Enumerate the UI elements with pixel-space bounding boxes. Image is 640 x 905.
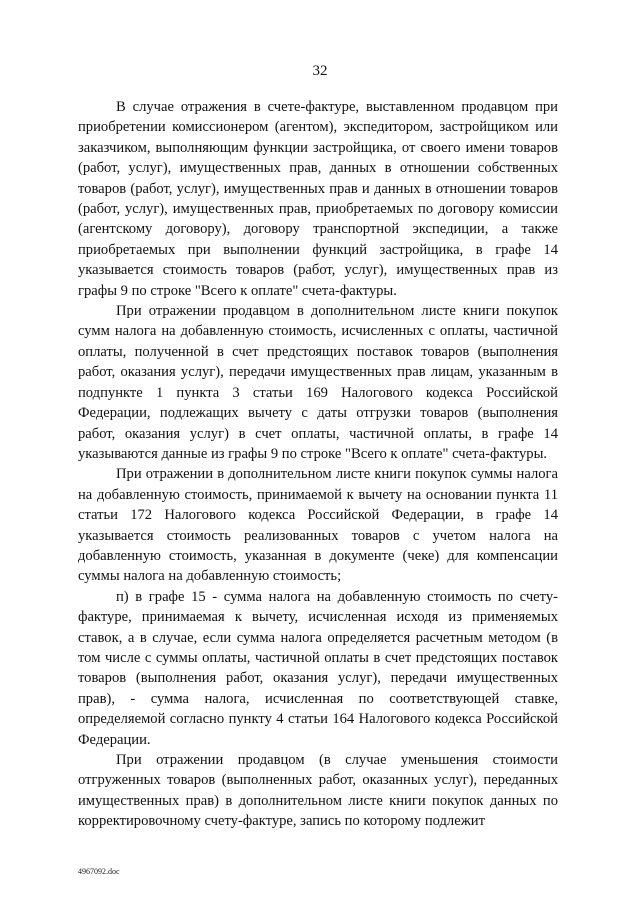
paragraph-column-15: п) в графе 15 - сумма налога на добавленную стоимость по счету-фактуре, принимаемая к вычету, исчисленная исходя из применяемых ставок, а в случае, если сумма налога определяется расчетным методом (в том числе с суммы оплаты, частичной оплаты в счет предстоящих поставок товаров (выполнения работ, оказания услуг), передачи имущественных прав), - сумма налога, исчисленная по соответствующей ставке, определяемой согласно пункту 4 статьи 164 Налогового кодекса Российской Федерации. xyxy=(78,588,558,748)
paragraph-advance-payment: При отражении продавцом в дополнительном листе книги покупок сумм налога на добавленную стоимость, исчисленных с оплаты, частичной оплаты, полученной в счет предстоящих поставок товаров (выполнения работ, оказания услуг), передачи имущественных прав лицам, указанным в подпункте 1 пункта 3 статьи 169 Налогового кодекса Российской Федерации, подлежащих вычету с даты отгрузки товаров (выполнения работ, оказания услуг) в счет оплаты, частичной оплаты, в графе 14 указываются данные из графы 9 по строке "Всего к оплате" счета-фактуры. xyxy=(78,303,558,462)
paragraph-commission-agent: В случае отражения в счете-фактуре, выставленном продавцом при приобретении комиссионером (агентом), экспедитором, застройщиком или заказчиком, выполняющим функции застройщика, от своего имени товаров (работ, услуг), имущественных прав, данных в отношении собственных товаров (работ, услуг), имущественных прав и данных в отношении товаров (работ, услуг), имущественных прав, приобретаемых по договору комиссии (агентскому договору), договору транспортной экспедиции, а также приобретаемых при выполнении функций застройщика, в графе 14 указывается стоимость товаров (работ, услуг), имущественных прав из графы 9 по строке "Всего к оплате" счета-фактуры. xyxy=(78,99,558,299)
page-number: 32 xyxy=(312,63,328,79)
paragraph-corrective-invoice: При отражении продавцом (в случае уменьшения стоимости отгруженных товаров (выполненных работ, оказанных услуг), переданных имущественных прав) в дополнительном листе книги покупок данных по корректировочному счету-фактуре, запись по которому подлежит xyxy=(78,752,558,830)
paragraph-tax-compensation: При отражении в дополнительном листе книги покупок суммы налога на добавленную стоимость, принимаемой к вычету на основании пункта 11 статьи 172 Налогового кодекса Российской Федерации, в графе 14 указывается стоимость реализованных товаров с учетом налога на добавленную стоимость, указанная в документе (чеке) для компенсации суммы налога на добавленную стоимость; xyxy=(78,466,558,585)
document-body xyxy=(78,97,558,832)
document-footer-filename: 4967092.doc xyxy=(78,867,120,876)
